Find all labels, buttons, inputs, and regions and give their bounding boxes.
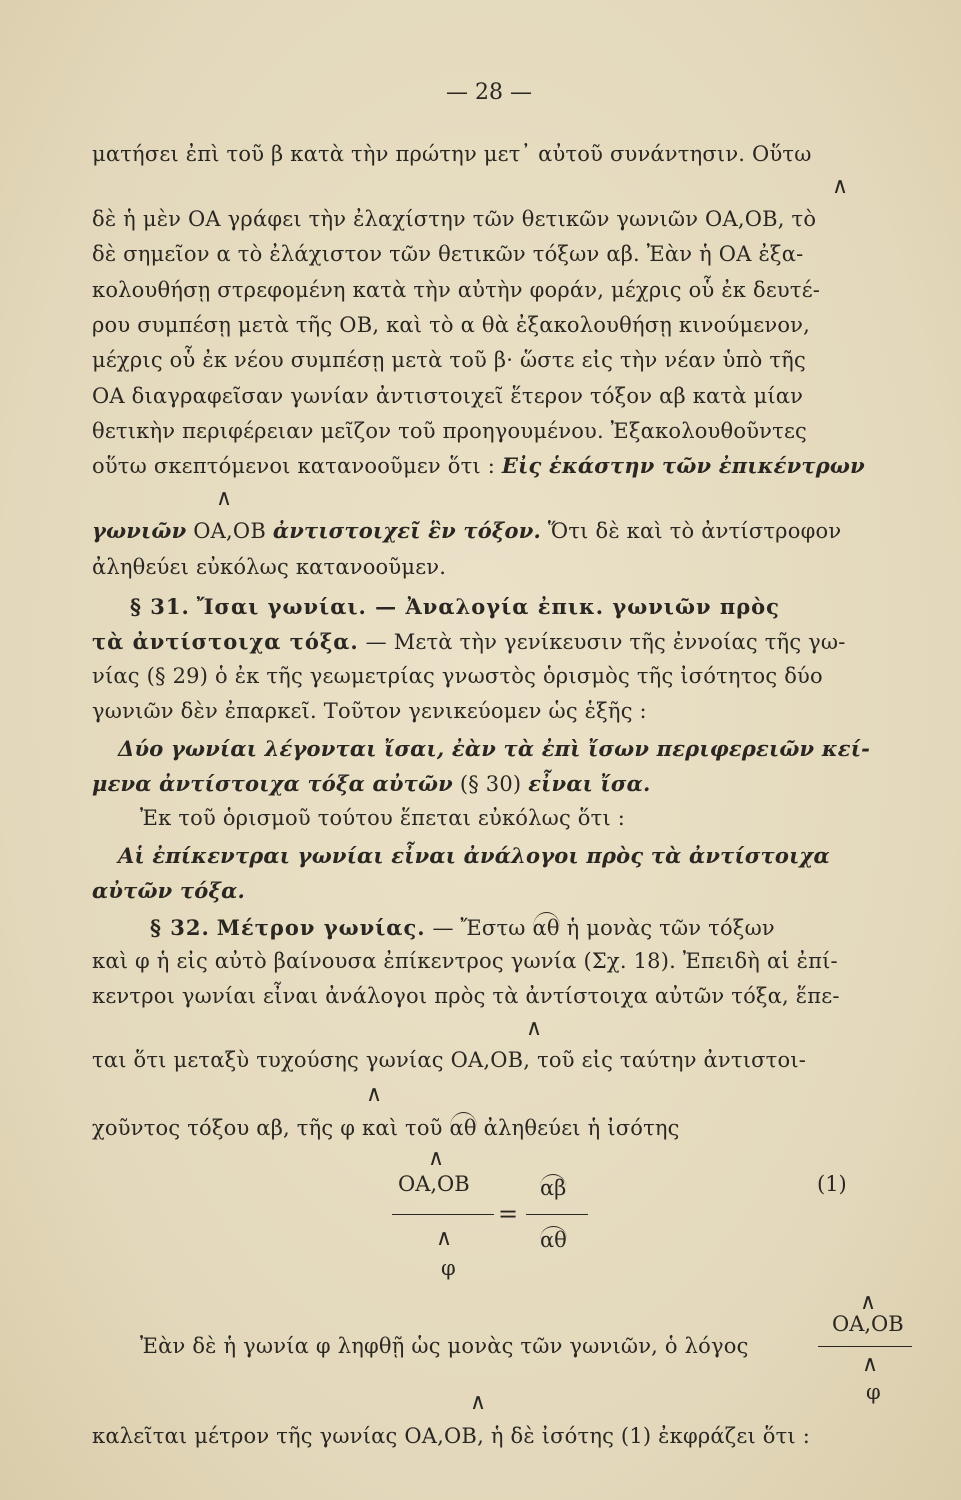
text-line-10-plain-b: Ὅτι δὲ καὶ τὸ ἀντίστροφον <box>547 519 842 543</box>
definition-line-1: Δύο γωνίαι λέγονται ἴσαι, ἐὰν τὰ ἐπὶ ἴσων περιφερειῶν κεί- <box>118 736 871 761</box>
angle-mark-4: ∧ <box>366 1082 383 1107</box>
equation-denominator-right <box>540 1226 567 1252</box>
ratio-denominator: φ <box>866 1380 881 1404</box>
equation-numerator-left: ΟΑ,ΟΒ <box>398 1172 470 1196</box>
definition-bold-b: εἶναι ἴσα. <box>528 771 651 796</box>
ratio-numerator: ΟΑ,ΟΒ <box>832 1312 904 1336</box>
text-line-26-a: Ἐὰν δὲ ἡ γωνία φ ληφθῇ ὡς μονὰς τῶν γωνιῶν, ὁ λόγος <box>140 1334 749 1358</box>
text-line-4: κολουθήσῃ στρεφομένη κατὰ τὴν αὐτὴν φοράν, μέχρις οὗ ἐκ δευτέ- <box>92 278 821 302</box>
ratio-bar <box>818 1346 912 1347</box>
text-line-24-c: τοῦ εἰς ταύτην ἀντιστοι- <box>537 1048 807 1072</box>
theorem-line-1: Αἱ ἐπίκεντραι γωνίαι εἶναι ἀνάλογοι πρὸς τὰ ἀντίστοιχα <box>118 843 830 868</box>
text-line-27-b: ΟΑ,ΟΒ, <box>404 1424 484 1448</box>
text-line-15: γωνιῶν δὲν ἐπαρκεῖ. Τοῦτον γενικεύομεν ὡς ἑξῆς : <box>92 699 647 723</box>
equation-bar-right <box>526 1214 588 1215</box>
text-line-25-b: ἀληθεύει ἡ ἰσότης <box>483 1116 680 1140</box>
text-line-23: κεντροι γωνίαι εἶναι ἀνάλογοι πρὸς τὰ ἀντίστοιχα αὐτῶν τόξα, ἕπε- <box>92 984 840 1008</box>
angle-mark-3: ∧ <box>526 1016 543 1041</box>
page-number: — 28 — <box>446 80 532 105</box>
equation-arc-at: αθ <box>540 1228 567 1252</box>
text-line-3: δὲ σημεῖον α τὸ ἐλάχιστον τῶν θετικῶν τόξων αβ. Ἐὰν ἡ ΟΑ ἐξα- <box>92 242 804 266</box>
section-31-text-2: — Μετὰ τὴν γενίκευσιν τῆς ἐννοίας τῆς γω- <box>365 630 846 654</box>
ratio-angle-mark: ∧ <box>862 1352 879 1377</box>
equation-bar-left <box>392 1214 494 1215</box>
text-line-10-bold-b: ἀντιστοιχεῖ ἓν τόξον. <box>272 518 542 543</box>
definition-ref: (§ 30) <box>459 772 522 796</box>
angle-mark-1: ∧ <box>832 174 849 199</box>
section-31-title-2: τὰ ἀντίστοιχα τόξα. <box>92 629 359 654</box>
section-31-heading <box>130 593 910 621</box>
equation-label: (1) <box>817 1172 847 1196</box>
text-line-10-bold-a: γωνιῶν <box>92 518 187 543</box>
equation-numerator-right <box>540 1174 566 1200</box>
angle-mark-6: ∧ <box>470 1390 487 1415</box>
text-line-10 <box>92 517 912 545</box>
equation-arc-ab: αβ <box>540 1176 567 1200</box>
section-32-text: — Ἔστω <box>432 916 526 940</box>
text-line-1: ματήσει ἐπὶ τοῦ β κατὰ τὴν πρώτην μετ᾽ αὐτοῦ συνάντησιν. Οὕτω <box>92 142 812 166</box>
equation-angle-mark: ∧ <box>428 1146 445 1171</box>
text-line-27-a: καλεῖται μέτρον τῆς γωνίας <box>92 1424 398 1448</box>
text-line-27-c: ἡ δὲ ἰσότης (1) ἐκφράζει ὅτι : <box>490 1424 810 1448</box>
section-31-line-2 <box>92 628 912 656</box>
angle-mark-2: ∧ <box>216 486 233 511</box>
text-line-24 <box>92 1046 912 1074</box>
text-line-9 <box>92 452 912 480</box>
text-line-10-plain-a: ΟΑ,ΟΒ <box>193 519 266 543</box>
section-32-title: Μέτρον γωνίας. <box>216 915 426 940</box>
section-32-arc: αθ <box>533 912 560 942</box>
section-31-number: § 31. <box>130 594 190 619</box>
text-line-11: ἀληθεύει εὐκόλως κατανοοῦμεν. <box>92 555 447 579</box>
text-line-25-arc: αθ <box>450 1112 477 1142</box>
text-line-14: νίας (§ 29) ὁ ἐκ τῆς γεωμετρίας γνωστὸς ὁρισμὸς τῆς ἰσότητος δύο <box>92 664 823 688</box>
section-32-text-b: ἡ μονὰς τῶν τόξων <box>566 916 775 940</box>
text-line-24-a: ται ὅτι μεταξὺ τυχούσης γωνίας <box>92 1048 444 1072</box>
definition-line-2 <box>92 770 912 798</box>
theorem-line-2: αὐτῶν τόξα. <box>92 878 245 903</box>
text-line-7: ΟΑ διαγραφεῖσαν γωνίαν ἀντιστοιχεῖ ἕτερον τόξον αβ κατὰ μίαν <box>92 384 804 408</box>
section-32-heading <box>150 912 920 942</box>
text-line-25-a: χοῦντος τόξου αβ, τῆς φ καὶ τοῦ <box>92 1116 443 1140</box>
text-line-26 <box>140 1332 820 1360</box>
text-line-18: Ἐκ τοῦ ὁρισμοῦ τούτου ἕπεται εὐκόλως ὅτι : <box>140 806 626 830</box>
angle-mark-5: ∧ <box>860 1290 877 1315</box>
section-31-title: Ἴσαι γωνίαι. — Ἀναλογία ἐπικ. γωνιῶν πρὸς <box>196 594 780 619</box>
text-line-9-plain: οὕτω σκεπτόμενοι κατανοοῦμεν ὅτι : <box>92 454 496 478</box>
text-line-6: μέχρις οὗ ἐκ νέου συμπέσῃ μετὰ τοῦ β· ὥστε εἰς τὴν νέαν ὑπὸ τῆς <box>92 348 806 372</box>
text-line-24-b: ΟΑ,ΟΒ, <box>450 1048 531 1072</box>
text-line-9-bold: Εἰς ἑκάστην τῶν ἐπικέντρων <box>501 453 865 478</box>
text-line-2: δὲ ἡ μὲν ΟΑ γράφει τὴν ἐλαχίστην τῶν θετικῶν γωνιῶν ΟΑ,ΟΒ, τὸ <box>92 207 817 231</box>
equation-equals: = <box>498 1200 519 1228</box>
text-line-25 <box>92 1112 912 1142</box>
text-line-27 <box>92 1422 912 1450</box>
text-line-8: θετικὴν περιφέρειαν μεῖζον τοῦ προηγουμένου. Ἐξακολουθοῦντες <box>92 419 807 443</box>
equation-denominator-left: φ <box>441 1256 456 1280</box>
section-32-number: § 32. <box>150 915 210 940</box>
text-line-5: ρου συμπέσῃ μετὰ τῆς ΟΒ, καὶ τὸ α θὰ ἐξακολουθήσῃ κινούμενον, <box>92 313 811 337</box>
definition-bold-a: μενα ἀντίστοιχα τόξα αὐτῶν <box>92 771 453 796</box>
equation-angle-mark-2: ∧ <box>436 1226 453 1251</box>
text-line-22: καὶ φ ἡ εἰς αὐτὸ βαίνουσα ἐπίκεντρος γωνία (Σχ. 18). Ἐπειδὴ αἱ ἐπί- <box>92 949 838 973</box>
